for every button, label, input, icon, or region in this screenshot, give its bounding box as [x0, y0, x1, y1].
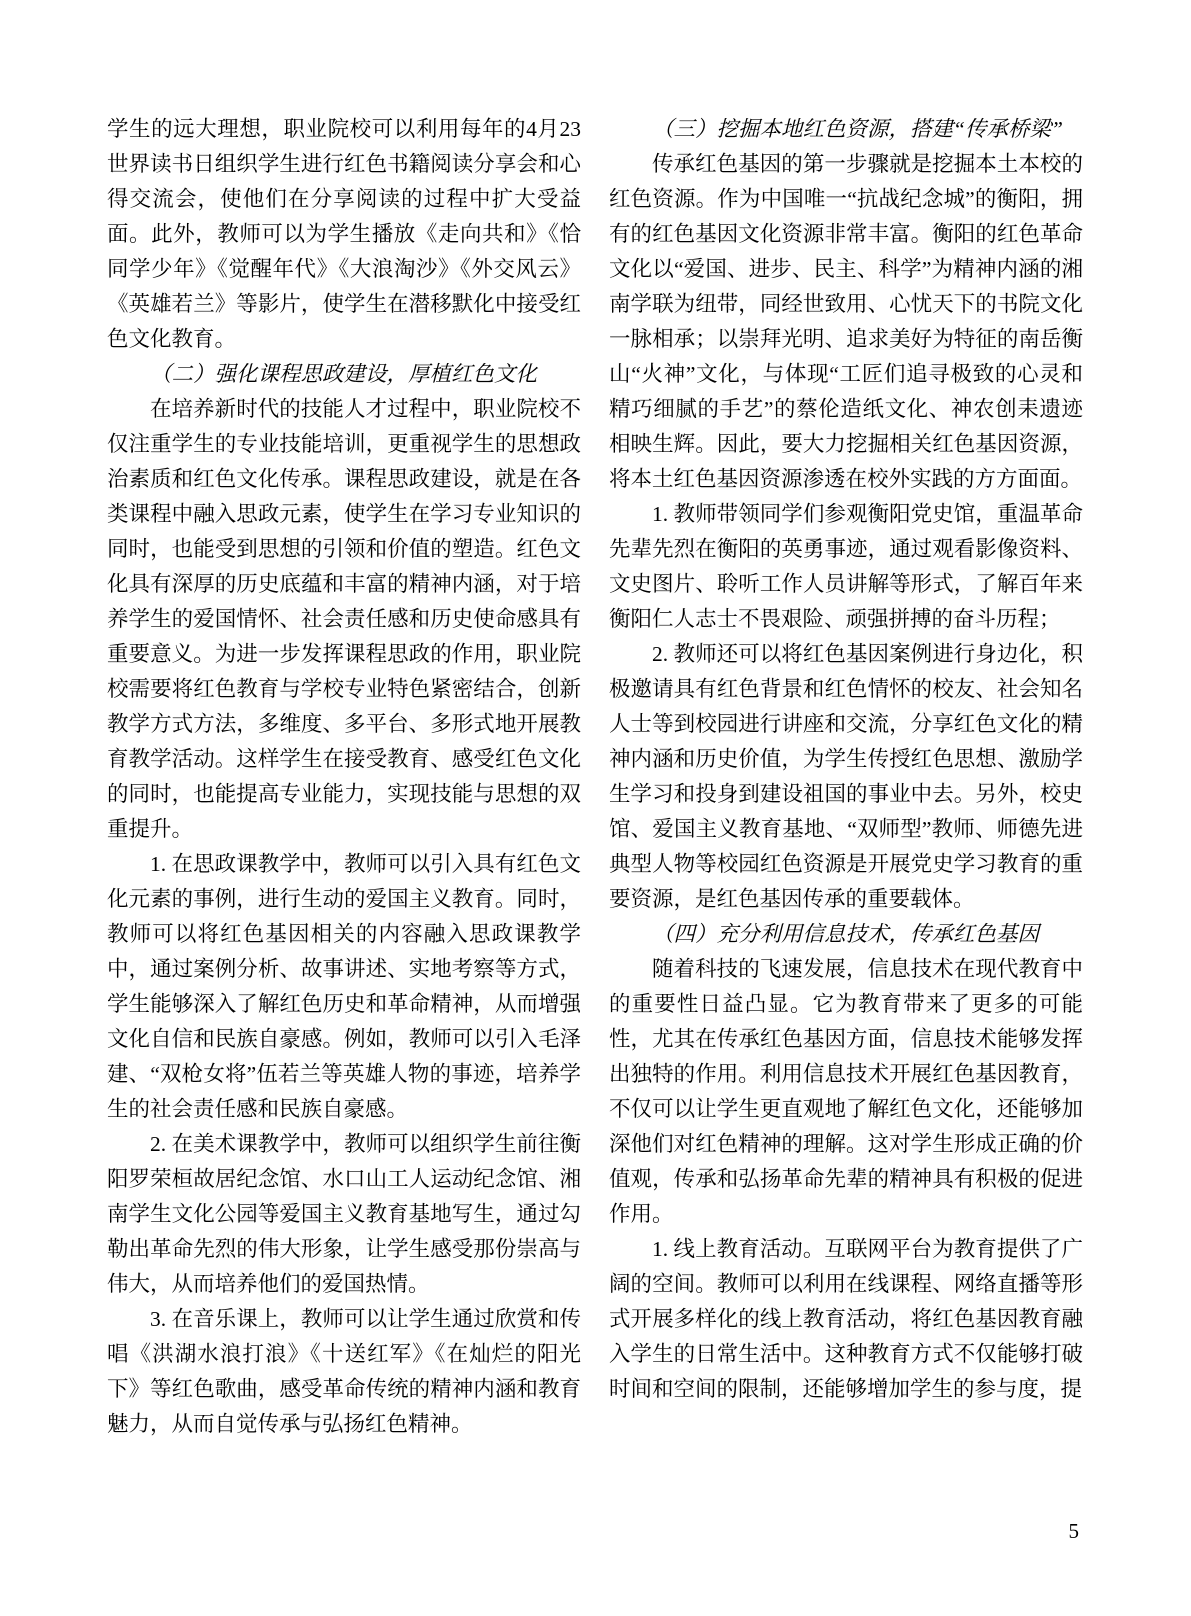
- body-paragraph: 1. 线上教育活动。互联网平台为教育提供了广阔的空间。教师可以利用在线课程、网络直播等形式开展多样化的线上教育活动，将红色基因教育融入学生的日常生活中。这种教育方式不仅能够打破时间和空间的限制，还能够增加学生的参与度，提: [609, 1237, 1083, 1401]
- body-paragraph: 1. 在思政课教学中，教师可以引入具有红色文化元素的事例，进行生动的爱国主义教育。同时，教师可以将红色基因相关的内容融入思政课教学中，通过案例分析、故事讲述、实地考察等方式，学生能够深入了解红色历史和革命精神，从而增强文化自信和民族自豪感。例如，教师可以引入毛泽建、“双枪女将”伍若兰等英雄人物的事迹，培养学生的社会责任感和民族自豪感。: [107, 852, 581, 1121]
- body-paragraph: 随着科技的飞速发展，信息技术在现代教育中的重要性日益凸显。它为教育带来了更多的可能性，尤其在传承红色基因方面，信息技术能够发挥出独特的作用。利用信息技术开展红色基因教育，不仅可以让学生更直观地了解红色文化，还能够加深他们对红色精神的理解。这对学生形成正确的价值观，传承和弘扬革命先辈的精神具有积极的促进作用。: [609, 957, 1083, 1226]
- body-paragraph: 学生的远大理想，职业院校可以利用每年的4月23世界读书日组织学生进行红色书籍阅读分享会和心得交流会，使他们在分享阅读的过程中扩大受益面。此外，教师可以为学生播放《走向共和》《恰同学少年》《觉醒年代》《大浪淘沙》《外交风云》《英雄若兰》等影片，使学生在潜移默化中接受红色文化教育。: [107, 117, 581, 351]
- body-paragraph: 传承红色基因的第一步骤就是挖掘本土本校的红色资源。作为中国唯一“抗战纪念城”的衡阳，拥有的红色基因文化资源非常丰富。衡阳的红色革命文化以“爱国、进步、民主、科学”为精神内涵的湘南学联为纽带，同经世致用、心忧天下的书院文化一脉相承；以崇拜光明、追求美好为特征的南岳衡山“火神”文化，与体现“工匠们追寻极致的心灵和精巧细腻的手艺”的蔡伦造纸文化、神农创耒遗迹相映生辉。因此，要大力挖掘相关红色基因资源，将本土红色基因资源渗透在校外实践的方方面面。: [609, 152, 1083, 491]
- body-paragraph: 2. 在美术课教学中，教师可以组织学生前往衡阳罗荣桓故居纪念馆、水口山工人运动纪念馆、湘南学生文化公园等爱国主义教育基地写生，通过勾勒出革命先烈的伟大形象，让学生感受那份崇高与伟大，从而培养他们的爱国热情。: [107, 1132, 581, 1296]
- body-paragraph: 在培养新时代的技能人才过程中，职业院校不仅注重学生的专业技能培训，更重视学生的思想政治素质和红色文化传承。课程思政建设，就是在各类课程中融入思政元素，使学生在学习专业知识的同时，也能受到思想的引领和价值的塑造。红色文化具有深厚的历史底蕴和丰富的精神内涵，对于培养学生的爱国情怀、社会责任感和历史使命感具有重要意义。为进一步发挥课程思政的作用，职业院校需要将红色教育与学校专业特色紧密结合，创新教学方式方法，多维度、多平台、多形式地开展教育教学活动。这样学生在接受教育、感受红色文化的同时，也能提高专业能力，实现技能与思想的双重提升。: [107, 397, 581, 841]
- page-number: 5: [1068, 1519, 1079, 1543]
- two-column-layout: [107, 112, 1083, 1442]
- section-heading: （二）强化课程思政建设，厚植红色文化: [150, 362, 538, 386]
- left-column: [107, 112, 581, 1442]
- body-paragraph: 1. 教师带领同学们参观衡阳党史馆，重温革命先辈先烈在衡阳的英勇事迹，通过观看影像资料、文史图片、聆听工作人员讲解等形式，了解百年来衡阳仁人志士不畏艰险、顽强拼搏的奋斗历程；: [609, 502, 1083, 631]
- right-column: [609, 112, 1083, 1442]
- section-heading: （三）挖掘本地红色资源，搭建“传承桥梁”: [652, 117, 1063, 141]
- body-paragraph: 2. 教师还可以将红色基因案例进行身边化，积极邀请具有红色背景和红色情怀的校友、社会知名人士等到校园进行讲座和交流，分享红色文化的精神内涵和历史价值，为学生传授红色思想、激励学生学习和投身到建设祖国的事业中去。另外，校史馆、爱国主义教育基地、“双师型”教师、师德先进典型人物等校园红色资源是开展党史学习教育的重要资源，是红色基因传承的重要载体。: [609, 642, 1083, 911]
- body-paragraph: 3. 在音乐课上，教师可以让学生通过欣赏和传唱《洪湖水浪打浪》《十送红军》《在灿烂的阳光下》等红色歌曲，感受革命传统的精神内涵和教育魅力，从而自觉传承与弘扬红色精神。: [107, 1307, 581, 1436]
- section-heading: （四）充分利用信息技术，传承红色基因: [652, 922, 1040, 946]
